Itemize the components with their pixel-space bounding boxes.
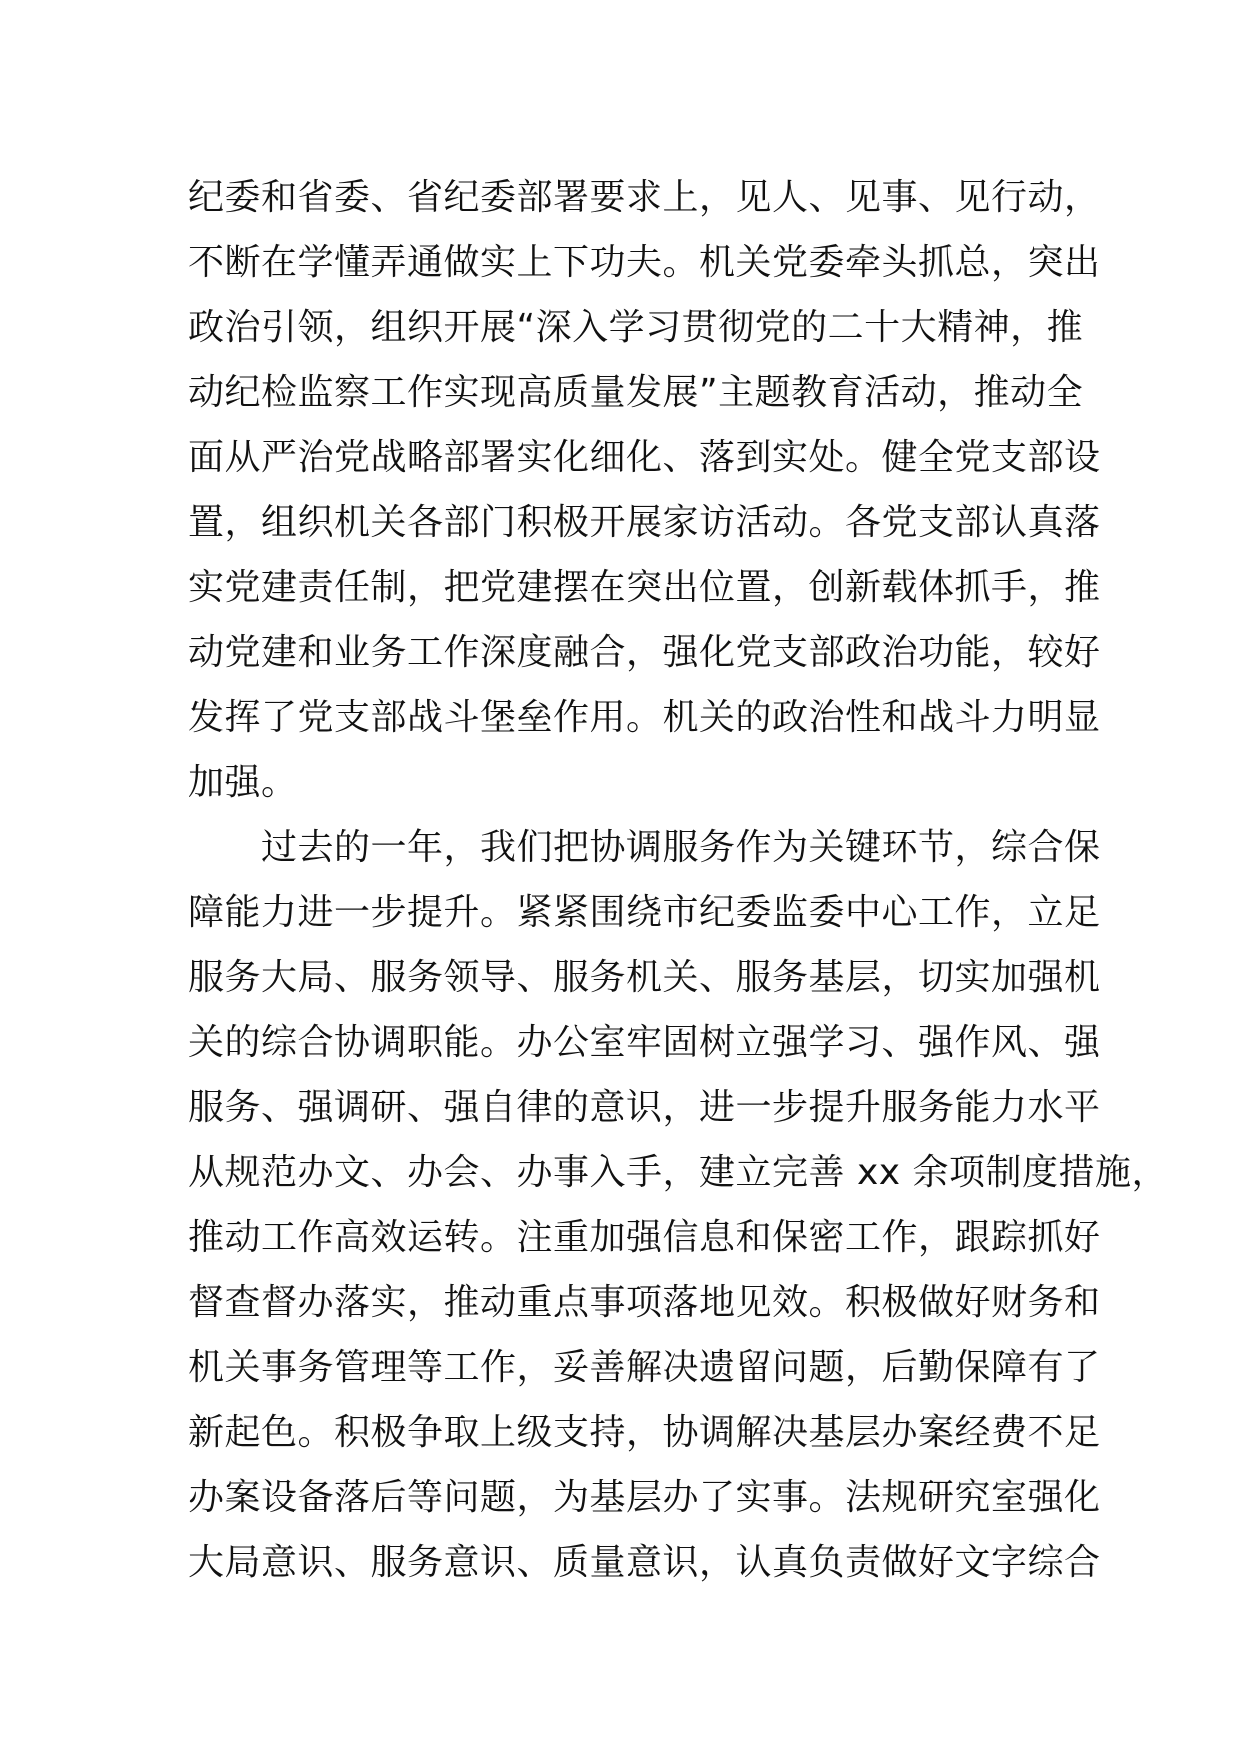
text-line: 服务大局、服务领导、服务机关、服务基层，切实加强机 xyxy=(188,957,1101,998)
text-line: 政治引领，组织开展“深入学习贯彻党的二十大精神，推 xyxy=(188,307,1084,348)
text-line: 置，组织机关各部门积极开展家访活动。各党支部认真落 xyxy=(188,502,1101,543)
text-line: 发挥了党支部战斗堡垒作用。机关的政治性和战斗力明显 xyxy=(188,697,1101,738)
text-line: 新起色。积极争取上级支持，协调解决基层办案经费不足 xyxy=(188,1412,1101,1453)
text-line: 办案设备落后等问题，为基层办了实事。法规研究室强化 xyxy=(188,1477,1101,1518)
text-line: 从规范办文、办会、办事入手，建立完善 xx 余项制度措施， xyxy=(188,1152,1168,1193)
text-line: 机关事务管理等工作，妥善解决遗留问题，后勤保障有了 xyxy=(188,1347,1101,1388)
text-line: 动党建和业务工作深度融合，强化党支部政治功能，较好 xyxy=(188,632,1101,673)
text-line: 大局意识、服务意识、质量意识，认真负责做好文字综合 xyxy=(188,1542,1101,1583)
text-line: 障能力进一步提升。紧紧围绕市纪委监委中心工作，立足 xyxy=(188,892,1101,933)
text-line: 推动工作高效运转。注重加强信息和保密工作，跟踪抓好 xyxy=(188,1217,1101,1258)
text-line: 面从严治党战略部署实化细化、落到实处。健全党支部设 xyxy=(188,437,1101,478)
body-text xyxy=(188,165,1168,1595)
text-line: 动纪检监察工作实现高质量发展”主题教育活动，推动全 xyxy=(188,372,1084,413)
text-line: 关的综合协调职能。办公室牢固树立强学习、强作风、强 xyxy=(188,1022,1101,1063)
text-line: 纪委和省委、省纪委部署要求上，见人、见事、见行动， xyxy=(188,177,1101,218)
text-line: 过去的一年，我们把协调服务作为关键环节，综合保 xyxy=(188,827,1101,868)
text-line: 实党建责任制，把党建摆在突出位置，创新载体抓手，推 xyxy=(188,567,1101,608)
text-line: 加强。 xyxy=(188,762,298,803)
text-line: 服务、强调研、强自律的意识，进一步提升服务能力水平 xyxy=(188,1087,1101,1128)
text-line: 不断在学懂弄通做实上下功夫。机关党委牵头抓总，突出 xyxy=(188,242,1101,283)
text-line: 督查督办落实，推动重点事项落地见效。积极做好财务和 xyxy=(188,1282,1101,1323)
